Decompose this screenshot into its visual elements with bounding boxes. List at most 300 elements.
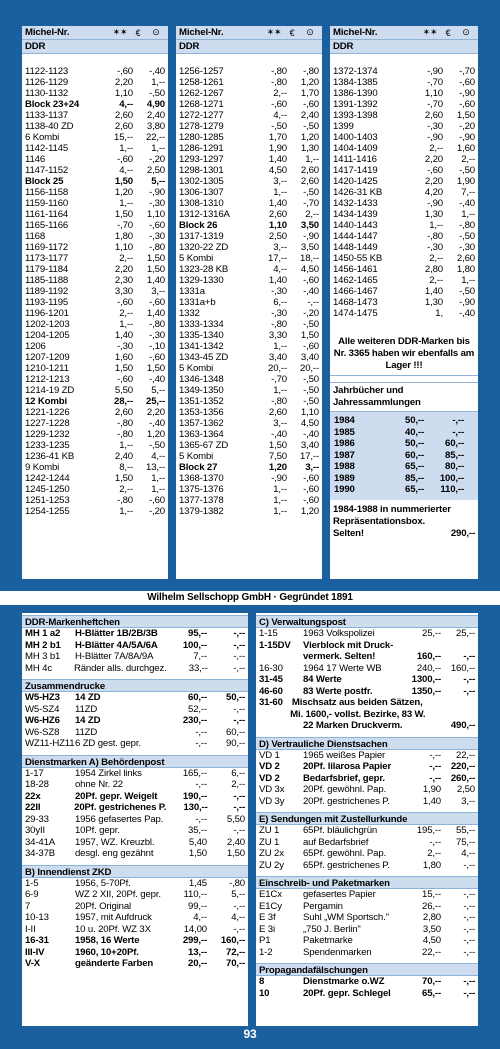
price-mint: -,70 (271, 374, 287, 385)
price-used: 60,-- (445, 438, 464, 449)
price-used: 1,-- (151, 77, 165, 88)
list-item (176, 341, 322, 352)
stamp-number: 1404-1409 (333, 143, 378, 154)
list-item (256, 860, 478, 872)
stamp-number: 1351-1352 (179, 396, 224, 407)
list-item (256, 686, 478, 698)
price-used: 1,90 (456, 176, 475, 187)
stamp-number: 1256-1257 (179, 66, 224, 77)
list-item (256, 773, 478, 785)
stamp-number: W6-SZ8 (25, 726, 60, 738)
price-mint: -,90 (427, 66, 443, 77)
column-header: Michel-Nr. ✶✶ € ⊙ (176, 26, 322, 40)
list-item (22, 132, 168, 143)
price-mint: 4,20 (424, 187, 443, 198)
price-used: 1,30 (300, 143, 319, 154)
stamp-number: MH 1 a2 (25, 628, 61, 639)
price-mint: 2,80 (424, 264, 443, 275)
stamp-number: VD 2 (259, 772, 280, 784)
stamp-number: 16-30 (259, 662, 283, 674)
price-used: 490,-- (450, 720, 475, 731)
list-item (330, 77, 478, 88)
price-mint: -,30 (427, 121, 443, 132)
price-used: -,-- (463, 946, 475, 958)
price-used: -,10 (149, 341, 165, 352)
stamp-number: MH 4c (25, 662, 52, 674)
price-used: 220,-- (450, 761, 475, 772)
price-mint: 1,90 (268, 143, 287, 154)
price-mint: 60,-- (188, 692, 207, 703)
stamp-number: 1468-1473 (333, 297, 378, 308)
price-used: -,40 (303, 286, 319, 297)
price-used: 1,20 (300, 132, 319, 143)
price-used: -,60 (303, 484, 319, 495)
price-mint: 25,-- (422, 628, 441, 639)
price-mint: 2,60 (268, 407, 287, 418)
section-title: Einschreib- und Paketmarken (256, 876, 478, 889)
price-used: 4,90 (146, 99, 165, 110)
list-item (22, 110, 168, 121)
description: 20Pf. lilarosa Papier (303, 761, 392, 772)
price-used: 5,-- (231, 889, 245, 900)
list-item (22, 77, 168, 88)
year: 1989 (334, 472, 355, 484)
list-item (22, 958, 248, 970)
price-used: -,60 (149, 297, 165, 308)
price-mint: 1,10 (424, 88, 443, 99)
list-item (256, 988, 478, 1000)
price-mint: 65,-- (405, 484, 424, 495)
stamp-number: 12 Kombi (25, 396, 67, 407)
list-item (22, 473, 168, 484)
price-mint: 6,-- (273, 297, 287, 308)
list-item (176, 143, 322, 154)
price-mint: 7,-- (193, 651, 207, 662)
price-mint: -,30 (117, 341, 133, 352)
price-mint: 3,-- (273, 418, 287, 429)
price-used: 4,50 (300, 418, 319, 429)
stamp-number: E 3f (259, 912, 276, 923)
description: Bedarfsbrief, gepr. (303, 772, 385, 784)
stamp-number: 1365-67 ZD (179, 440, 229, 451)
list-item (330, 220, 478, 231)
price-used: -,50 (303, 374, 319, 385)
price-mint: 7,50 (268, 451, 287, 462)
stamp-number: 1357-1362 (179, 418, 224, 429)
description: 83 Werte postfr. (303, 685, 373, 697)
price-mint: 1,10 (114, 88, 133, 99)
price-used: -,50 (149, 88, 165, 99)
stamp-number: 8 (259, 976, 265, 987)
description: H-Blätter 7A/8A/9A (75, 651, 154, 662)
price-mint: 2,60 (114, 110, 133, 121)
price-used: 55,-- (456, 825, 475, 836)
price-used: 22,-- (146, 132, 165, 143)
price-mint: 1,-- (273, 187, 287, 198)
list-item (22, 901, 248, 913)
price-used: 3,40 (300, 440, 319, 451)
stamp-number: 1-15DV (259, 639, 291, 651)
price-mint: 20,-- (188, 958, 207, 969)
price-mint: 1,-- (429, 220, 443, 231)
price-used: 2,-- (231, 779, 245, 790)
price-used: -,40 (149, 66, 165, 77)
stamp-number: E1Cx (259, 889, 282, 900)
price-used: 25,-- (456, 628, 475, 639)
price-mint: 13,-- (188, 946, 207, 958)
price-mint: 2,-- (429, 275, 443, 286)
price-mint: 1,-- (273, 341, 287, 352)
list-item (22, 912, 248, 924)
list-item (176, 253, 322, 264)
list-item (176, 264, 322, 275)
list-item (330, 132, 478, 143)
stamp-number: 1272-1277 (179, 110, 224, 121)
stamp-number: 31-45 (259, 674, 283, 685)
list-item (256, 640, 478, 652)
price-used: 3,50 (300, 242, 319, 253)
stamp-number: 1286-1291 (179, 143, 224, 154)
list-item (22, 220, 168, 231)
list-item (330, 88, 478, 99)
price-used: -,-- (463, 987, 475, 999)
stamp-number: VD 3x (259, 784, 285, 795)
price-used (451, 709, 475, 721)
stamp-number: 6-9 (25, 889, 39, 900)
list-item (176, 462, 322, 473)
price-used: 1,-- (461, 209, 475, 220)
stamp-number: ZU 2x (259, 848, 284, 859)
list-item (330, 209, 478, 220)
list-item (22, 264, 168, 275)
price-mint: -,80 (427, 231, 443, 242)
price-mint (405, 640, 441, 652)
price-used: -,80 (149, 242, 165, 253)
stamp-number: 1298-1301 (179, 165, 224, 176)
stamp-number: 1375-1376 (179, 484, 224, 495)
price-mint: -,80 (117, 429, 133, 440)
list-item (22, 715, 248, 727)
section-title: Dienstmarken A) Behördenpost (22, 755, 248, 768)
price-used: 1,-- (461, 275, 475, 286)
price-mint: 1,50 (114, 209, 133, 220)
stamp-number: 1332 (179, 308, 200, 319)
yearbook-note: 1984-1988 in nummerierter Repräsentationsbox. Selten! 290,-- (333, 503, 475, 539)
price-mint: 15,-- (422, 889, 441, 900)
price-mint: 52,-- (188, 703, 207, 715)
price-used: 3,-- (151, 286, 165, 297)
stamp-number: 29-33 (25, 813, 49, 825)
description: desgl. eng gezähnt (75, 848, 154, 859)
list-item (22, 275, 168, 286)
list-item (22, 165, 168, 176)
list-item (22, 352, 168, 363)
stamp-number: Block 23+24 (25, 99, 80, 110)
price-mint: 4,-- (119, 99, 133, 110)
stamp-number: 1189-1192 (25, 286, 69, 297)
list-item (22, 319, 168, 330)
price-mint: -,50 (271, 121, 287, 132)
price-used: -,60 (149, 495, 165, 506)
section-title: B) Innendienst ZKD (22, 865, 248, 878)
price-used: -,90 (149, 187, 165, 198)
price-used: 4,-- (461, 848, 475, 859)
list-item (22, 779, 248, 791)
price-mint: 17,-- (268, 253, 287, 264)
price-mint: 2,-- (273, 88, 287, 99)
stamp-number: 1147-1152 (25, 165, 69, 176)
price-mint: 4,-- (273, 110, 287, 121)
stamp-number: 1444-1447 (333, 231, 378, 242)
section-title: Zusammendrucke (22, 679, 248, 692)
description: 1957, WZ. Kreuzbl. (75, 836, 155, 848)
price-used: -,50 (303, 121, 319, 132)
price-used: -,-- (463, 685, 475, 697)
price-mint: 160,-- (416, 651, 441, 662)
stamp-number: 1207-1209 (25, 352, 70, 363)
list-item (330, 110, 478, 121)
list-item (176, 231, 322, 242)
stamp-number: 46-60 (259, 685, 283, 697)
stamp-number: 10-13 (25, 912, 49, 923)
list-item (256, 837, 478, 849)
price-used: -,-- (452, 426, 464, 438)
stamp-number: 1233-1235 (25, 440, 70, 451)
stamp-number: W6-HZ6 (25, 715, 60, 726)
list-item (176, 220, 322, 231)
list-item (22, 418, 168, 429)
list-item (176, 286, 322, 297)
price-used: -,20 (459, 121, 475, 132)
stamp-number: 1335-1340 (179, 330, 224, 341)
list-item (256, 935, 478, 947)
price-used: 85,-- (445, 449, 464, 461)
list-item (22, 330, 168, 341)
price-mint: 1,80 (114, 231, 133, 242)
price-mint: 5,40 (188, 836, 207, 848)
stamp-number: 1229-1232 (25, 429, 70, 440)
stamp-number: 1159-1160 (25, 198, 69, 209)
stamp-number: 1278-1279 (179, 121, 224, 132)
list-item (22, 935, 248, 947)
price-mint: 1,50 (114, 473, 133, 484)
description: 10Pf. gepr. (75, 825, 120, 836)
stamp-number: 1185-1188 (25, 275, 69, 286)
price-list (330, 66, 478, 319)
price-mint: 3,30 (268, 330, 287, 341)
list-item (176, 77, 322, 88)
stamp-number: 1268-1271 (179, 99, 224, 110)
price-used: 4,-- (151, 451, 165, 462)
stamp-number: 18-28 (25, 779, 49, 790)
price-mint: 40,-- (405, 426, 424, 438)
price-mint: -,60 (117, 66, 133, 77)
page-number: 93 (243, 1027, 257, 1041)
stamp-number: 1400-1403 (333, 132, 378, 143)
price-used: 7,-- (461, 187, 475, 198)
description: 14 ZD (75, 715, 101, 726)
price-mint: 2,20 (114, 77, 133, 88)
list-item (176, 319, 322, 330)
list-item (176, 275, 322, 286)
stamp-number: 9 Kombi (25, 462, 60, 473)
price-used: -,-- (233, 825, 245, 836)
stamp-number: 1-15 (259, 628, 278, 639)
price-used: -,-- (463, 900, 475, 912)
price-mint: -,80 (271, 396, 287, 407)
price-used: -,80 (229, 877, 245, 889)
price-mint: 2,-- (119, 253, 133, 264)
list-item (176, 88, 322, 99)
section-title: D) Vertrauliche Dienstsachen (256, 737, 478, 750)
price-used: -,60 (149, 352, 165, 363)
description: 1954 Zirkel links (75, 767, 142, 779)
list-item (176, 473, 322, 484)
price-used: -,60 (303, 473, 319, 484)
price-mint: 190,-- (182, 790, 207, 802)
price-mint: 3,50 (422, 923, 441, 935)
stamp-number: VD 2 (259, 761, 280, 772)
price-mint: 1,-- (273, 506, 287, 517)
price-used: 2,-- (461, 154, 475, 165)
stamp-number: 1221-1226 (25, 407, 70, 418)
stamp-number: 1236-41 KB (25, 451, 75, 462)
stamp-number: 1448-1449 (333, 242, 378, 253)
stamp-number: 1133-1137 (25, 110, 69, 121)
price-used: 1,80 (456, 264, 475, 275)
price-used: -,-- (463, 651, 475, 662)
list-item (256, 976, 478, 988)
stamp-number: 1251-1253 (25, 495, 70, 506)
price-mint: 2,30 (114, 275, 133, 286)
price-used: -,50 (303, 187, 319, 198)
description: 20Pf. gestrichenes P. (303, 795, 390, 807)
list-item (330, 121, 478, 132)
price-used: 1,-- (151, 143, 165, 154)
stamp-number: Block 25 (25, 176, 64, 187)
price-mint: 2,20 (424, 176, 443, 187)
list-item (256, 651, 478, 663)
price-used: -,50 (303, 385, 319, 396)
price-used: -,-- (307, 297, 319, 308)
stamp-number: 1411-1416 (333, 154, 377, 165)
stamp-number: 1377-1378 (179, 495, 224, 506)
price-mint: 2,60 (424, 110, 443, 121)
list-item (256, 628, 478, 640)
year: 1990 (334, 484, 355, 495)
price-used: -,-- (463, 859, 475, 871)
price-mint: 230,-- (182, 715, 207, 726)
price-used: -,-- (463, 923, 475, 935)
stamp-number: 1331a+b (179, 297, 216, 308)
year: 1985 (334, 426, 355, 438)
price-used: 5,-- (151, 385, 165, 396)
section-ddr: DDR (22, 40, 168, 54)
description: 1964 17 Werte WB (303, 662, 382, 674)
yearbook-row (330, 450, 478, 462)
price-used: -,70 (459, 66, 475, 77)
price-used: 17,-- (300, 451, 319, 462)
list-item (176, 297, 322, 308)
price-used: 4,-- (231, 912, 245, 923)
list-item (176, 187, 322, 198)
price-mint: 65,-- (405, 461, 424, 472)
list-item (176, 506, 322, 517)
price-used: 50,-- (226, 692, 245, 703)
price-mint: -,80 (117, 495, 133, 506)
price-mint: 1,10 (114, 242, 133, 253)
list-item (256, 796, 478, 808)
stamp-number: 1440-1443 (333, 220, 378, 231)
description: Suhl „WM Sportsch." (303, 912, 389, 923)
availability-note: Alle weiteren DDR-Marken bis Nr. 3365 haben wir ebenfalls am Lager !!! (330, 333, 478, 376)
list-item (256, 761, 478, 773)
list-item (22, 99, 168, 110)
stamp-number: Block 27 (179, 462, 218, 473)
list-item (330, 231, 478, 242)
list-item (176, 242, 322, 253)
price-mint: -,60 (117, 154, 133, 165)
price-mint: 195,-- (416, 825, 441, 836)
price-mint: 100,-- (182, 639, 207, 651)
list-item (22, 429, 168, 440)
list-item (22, 198, 168, 209)
price-used: -,60 (303, 495, 319, 506)
price-mint: 1,50 (188, 848, 207, 859)
price-mint: 1, (435, 308, 443, 319)
stamp-number: 1363-1364 (179, 429, 224, 440)
price-mint: 1,90 (422, 784, 441, 795)
price-used: 70,-- (226, 958, 245, 969)
section-ddr: DDR (330, 40, 478, 54)
price-used: -,20 (303, 308, 319, 319)
stamp-number: I-II (25, 923, 36, 935)
section-title: Propagandafälschungen (256, 963, 478, 976)
stamp-number: 1179-1184 (25, 264, 69, 275)
stamp-number: 1146 (25, 154, 46, 165)
description: 1963 Volkspolizei (303, 628, 375, 639)
stamp-number: 1206 (25, 341, 46, 352)
price-mint (425, 709, 450, 721)
description: 22 Marken Druckverm. (303, 720, 403, 731)
stamp-number: 1474-1475 (333, 308, 378, 319)
price-used: -,60 (149, 220, 165, 231)
price-used: -,40 (459, 198, 475, 209)
price-used: 1,50 (146, 363, 165, 374)
stamp-number: 1-5 (25, 877, 39, 889)
list-item (176, 121, 322, 132)
price-used: 1,20 (300, 506, 319, 517)
stamp-number: 1341-1342 (179, 341, 224, 352)
description: 1960, 10+20Pf. (75, 946, 139, 958)
description: 6 ZD gest. gepr. (75, 738, 141, 749)
list-item (22, 889, 248, 901)
stamp-number: 22II (25, 802, 41, 813)
section-ddr: DDR (176, 40, 322, 54)
price-used: -,60 (303, 341, 319, 352)
stamp-number: 1227-1228 (25, 418, 70, 429)
list-item (330, 198, 478, 209)
price-used: -,80 (459, 220, 475, 231)
price-mint: -,90 (427, 132, 443, 143)
stamp-number: VD 1 (259, 749, 280, 761)
list-item (176, 176, 322, 187)
list-item (22, 924, 248, 936)
price-mint: 1,40 (268, 275, 287, 286)
stamp-number: 1138-40 ZD (25, 121, 74, 132)
column-header: Michel-Nr. ✶✶ € ⊙ (330, 26, 478, 40)
price-used: 2,60 (300, 176, 319, 187)
